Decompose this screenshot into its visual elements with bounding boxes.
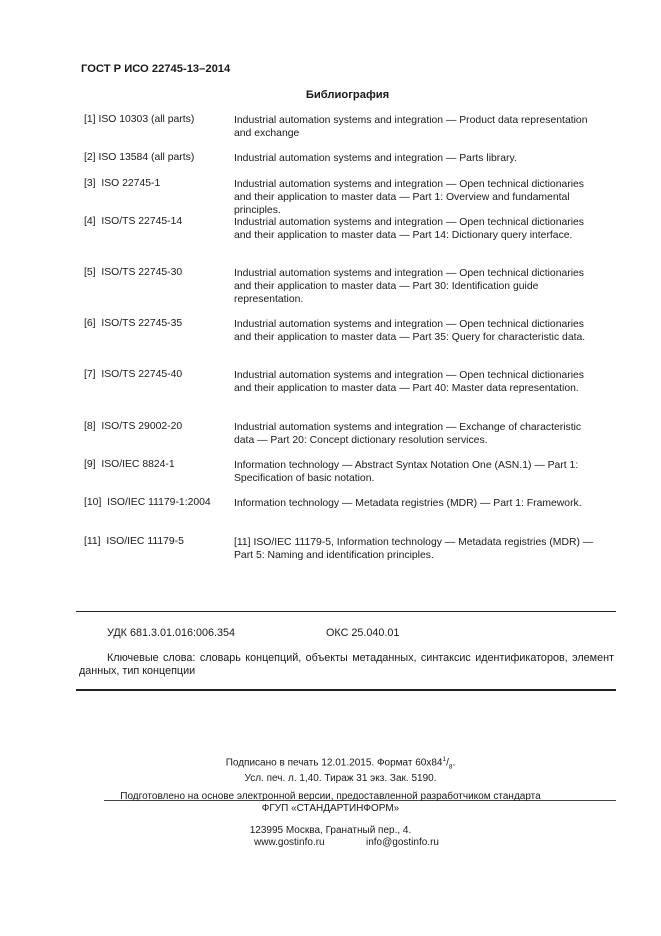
- ref-text: Industrial automation systems and integration — Exchange of characteristic data — Part 20: Concept dictionary resolution services.: [234, 422, 582, 446]
- ref-text: Industrial automation systems and integration — Open technical dictionaries and their application to master data — Part 14: Dictionary query interface.: [234, 217, 585, 241]
- imprint-prepared: Подготовлено на основе электронной версии, предоставленной разработчиком стандарта: [120, 791, 541, 802]
- imprint-signed: [0, 756, 661, 770]
- format-sub: 8: [448, 763, 453, 771]
- ref-label: [10] ISO/IEC 11179-1:2004: [84, 497, 211, 508]
- udk-code: УДК 681.3.01.016:006.354: [107, 627, 236, 639]
- oks-code: ОКС 25.040.01: [326, 627, 400, 639]
- ref-label: [9] ISO/IEC 8824-1: [84, 459, 175, 470]
- ref-label: [7] ISO/TS 22745-40: [84, 369, 183, 380]
- ref-text: Information technology — Abstract Syntax Notation One (ASN.1) — Part 1: Specification of basic notation.: [234, 460, 579, 484]
- ref-text: Industrial automation systems and integration — Open technical dictionaries and their application to master data — Part 40: Master data representation.: [234, 370, 585, 394]
- ref-text: Industrial automation systems and integration — Open technical dictionaries and their application to master data — Part 1: Overview and fundamental principles.: [234, 179, 585, 216]
- format-slash: /: [446, 757, 449, 769]
- divider: [76, 611, 616, 612]
- publisher-address: 123995 Москва, Гранатный пер., 4.: [249, 825, 412, 836]
- ref-label: [6] ISO/TS 22745-35: [84, 318, 183, 329]
- imprint-signed-text: Подписано в печать 12.01.2015. Формат 60x84: [225, 757, 443, 769]
- ref-label: [8] ISO/TS 29002-20: [84, 421, 183, 432]
- publisher-website[interactable]: www.gostinfo.ru: [254, 837, 325, 848]
- ref-text: Industrial automation systems and integration — Product data representation and exchange: [234, 115, 588, 139]
- bibliography-title: Библиография: [305, 89, 390, 101]
- ref-text: Industrial automation systems and integration — Parts library.: [234, 153, 517, 164]
- imprint-signed-end: .: [452, 757, 456, 769]
- ref-label: [1] ISO 10303 (all parts): [84, 114, 195, 125]
- ref-text: Industrial automation systems and integration — Open technical dictionaries and their application to master data — Part 30: Identification guide representation.: [234, 268, 585, 305]
- format-sup: 1: [442, 756, 447, 763]
- publisher-email[interactable]: info@gostinfo.ru: [366, 837, 439, 848]
- keywords: Ключевые слова: словарь концепций, объекты метаданных, синтаксис идентификаторов, элемент данных, тип концепции: [79, 652, 614, 677]
- ref-text: [11] ISO/IEC 11179-5, Information technology — Metadata registries (MDR) — Part 5: Naming and identification principles.: [234, 537, 594, 561]
- ref-label: [2] ISO 13584 (all parts): [84, 152, 195, 163]
- publisher-org: ФГУП «СТАНДАРТИНФОРМ»: [261, 803, 400, 814]
- imprint-sheets: Усл. печ. л. 1,40. Тираж 31 экз. Зак. 5190.: [244, 773, 437, 784]
- divider: [76, 689, 616, 691]
- standard-designation: ГОСТ Р ИСО 22745-13–2014: [81, 63, 231, 75]
- ref-text: Information technology — Metadata registries (MDR) — Part 1: Framework.: [234, 498, 582, 509]
- ref-label: [5] ISO/TS 22745-30: [84, 267, 183, 278]
- ref-text: Industrial automation systems and integration — Open technical dictionaries and their application to master data — Part 35: Query for characteristic data.: [234, 319, 586, 343]
- ref-label: [4] ISO/TS 22745-14: [84, 216, 183, 227]
- ref-label: [3] ISO 22745-1: [84, 178, 161, 189]
- ref-label: [11] ISO/IEC 11179-5: [84, 536, 184, 547]
